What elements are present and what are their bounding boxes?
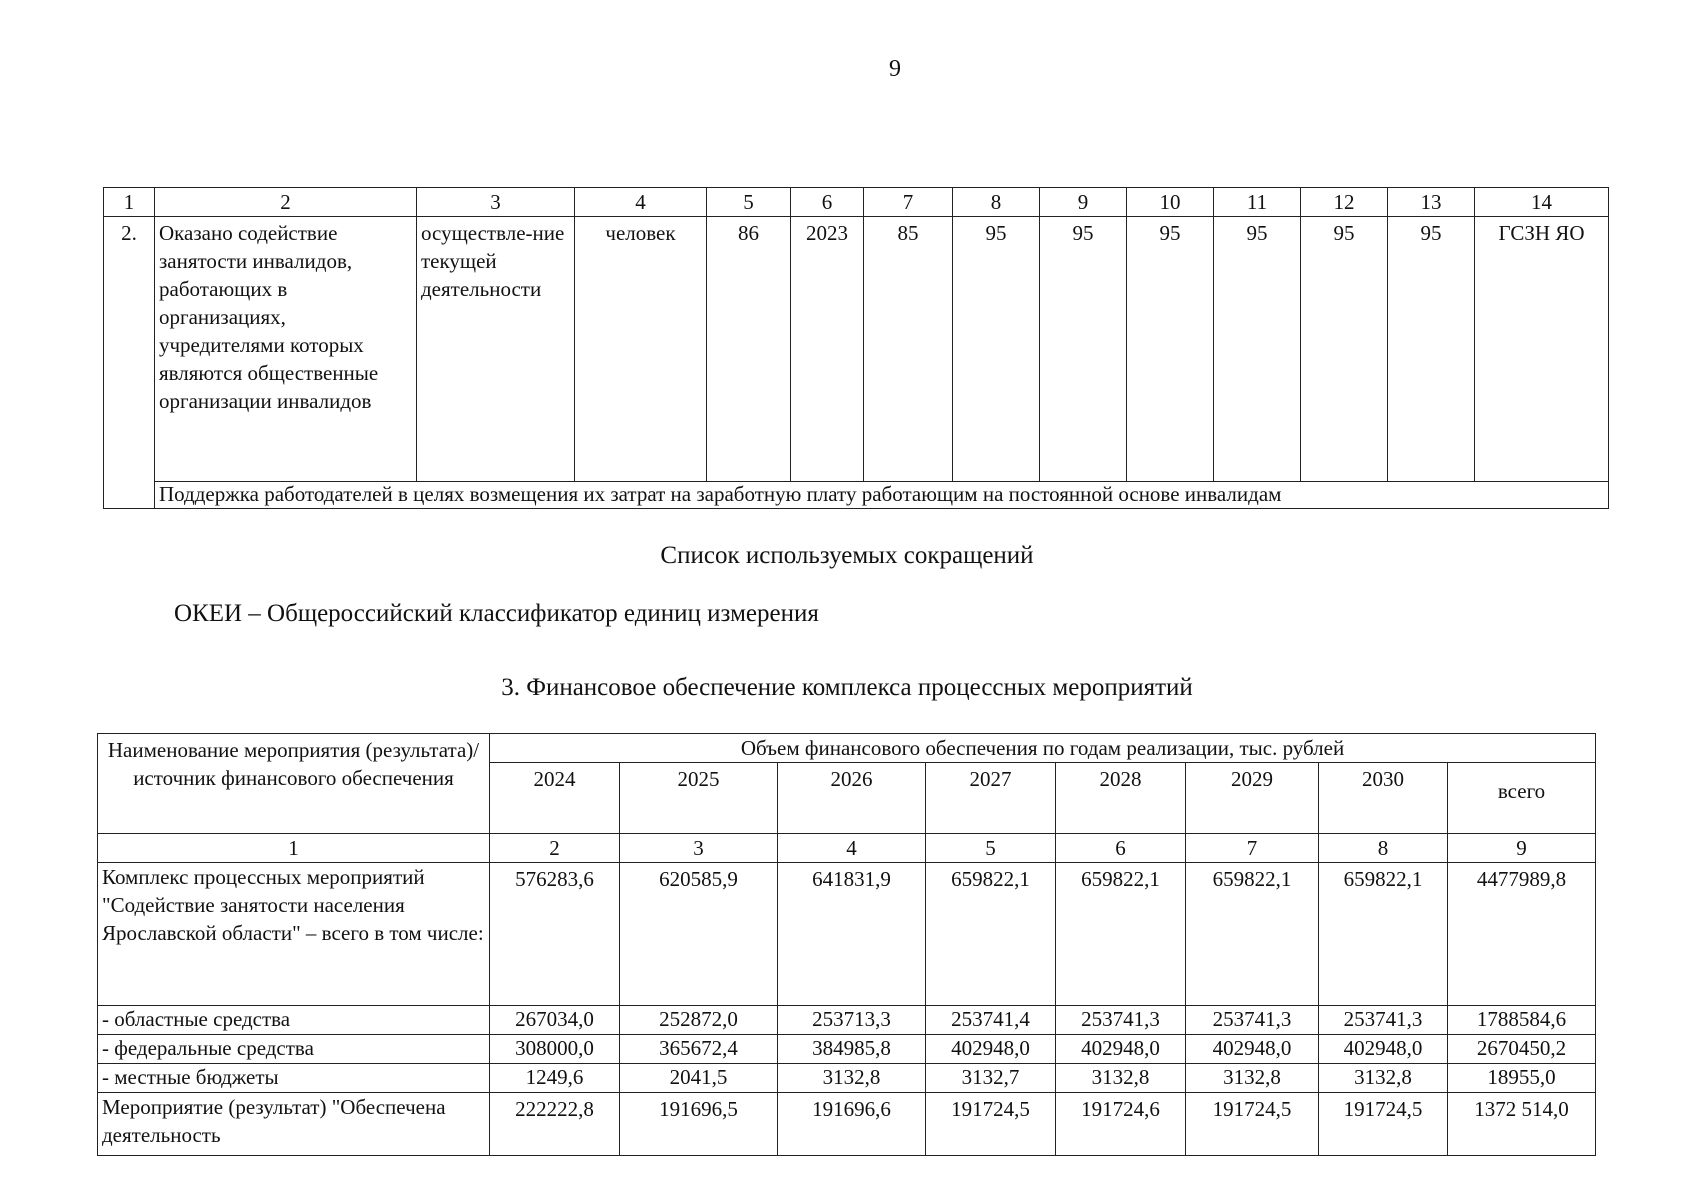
total-header: всего [1448,763,1596,834]
value-cell: 191724,5 [1319,1093,1448,1156]
value-cell: 576283,6 [490,863,620,1006]
table1-note: Поддержка работодателей в целях возмещения их затрат на заработную плату работающим на постоянной основе инвалидам [155,482,1609,509]
table1-header-cell: 8 [953,188,1040,217]
row-name: Комплекс процессных мероприятий "Содействие занятости населения Ярославской области" – всего в том числе: [98,863,490,1006]
table1-header-cell: 10 [1127,188,1214,217]
total-cell: 18955,0 [1448,1064,1596,1093]
indicator-type: осуществле-ние текущей деятельности [417,217,575,482]
value-cell: 95 [953,217,1040,482]
table2-row [98,863,1596,1006]
year-header: 2025 [620,763,778,834]
value-cell: 191696,6 [778,1093,926,1156]
row-number: 2. [104,217,155,509]
column-number: 6 [1056,834,1186,863]
table1-header-cell: 14 [1475,188,1609,217]
year-header: 2024 [490,763,620,834]
value-cell: 222222,8 [490,1093,620,1156]
value-cell: 659822,1 [1319,863,1448,1006]
value-cell: 641831,9 [778,863,926,1006]
value-cell: 1249,6 [490,1064,620,1093]
value-cell: 95 [1127,217,1214,482]
column-number: 9 [1448,834,1596,863]
value-cell: 384985,8 [778,1035,926,1064]
table1-header-cell: 2 [155,188,417,217]
total-cell: 4477989,8 [1448,863,1596,1006]
year-header: 2027 [926,763,1056,834]
value-cell: 95 [1040,217,1127,482]
value-cell: 402948,0 [1319,1035,1448,1064]
column-number: 7 [1186,834,1319,863]
column-number: 4 [778,834,926,863]
value-cell: 659822,1 [1186,863,1319,1006]
value-cell: 191724,5 [926,1093,1056,1156]
base-value: 86 [707,217,791,482]
value-cell: 253741,3 [1186,1006,1319,1035]
table1-row [104,217,1609,482]
page-number: 9 [889,56,901,82]
row-name: - областные средства [98,1006,490,1035]
table1-header-cell: 7 [864,188,953,217]
year-header: 2029 [1186,763,1319,834]
value-cell: 659822,1 [1056,863,1186,1006]
value-cell: 253741,3 [1319,1006,1448,1035]
table1-header-cell: 9 [1040,188,1127,217]
total-cell: 1788584,6 [1448,1006,1596,1035]
table1-header-cell: 11 [1214,188,1301,217]
value-cell: 659822,1 [926,863,1056,1006]
value-cell: 402948,0 [926,1035,1056,1064]
value-cell: 253741,4 [926,1006,1056,1035]
row-name: - местные бюджеты [98,1064,490,1093]
column-number: 8 [1319,834,1448,863]
value-cell: 402948,0 [1186,1035,1319,1064]
value-cell: 85 [864,217,953,482]
table2-row [98,1093,1596,1156]
column-number: 5 [926,834,1056,863]
value-cell: 402948,0 [1056,1035,1186,1064]
total-cell: 2670450,2 [1448,1035,1596,1064]
table2-row [98,1035,1596,1064]
year-header: 2030 [1319,763,1448,834]
value-cell: 308000,0 [490,1035,620,1064]
table1-note-row [104,482,1609,509]
value-cell: 95 [1301,217,1388,482]
value-cell: 95 [1388,217,1475,482]
column-number: 3 [620,834,778,863]
indicators-table [103,187,1609,509]
responsible: ГСЗН ЯО [1475,217,1609,482]
value-cell: 253713,3 [778,1006,926,1035]
value-cell: 3132,7 [926,1064,1056,1093]
unit: человек [575,217,707,482]
table1-header-cell: 3 [417,188,575,217]
column-number: 1 [98,834,490,863]
value-cell: 3132,8 [778,1064,926,1093]
name-column-header: Наименование мероприятия (результата)/ источник финансового обеспечения [98,734,490,834]
year-header: 2028 [1056,763,1186,834]
value-cell: 191724,6 [1056,1093,1186,1156]
value-cell: 2041,5 [620,1064,778,1093]
abbreviations-title: Список используемых сокращений [660,542,1034,569]
value-cell: 620585,9 [620,863,778,1006]
row-name: - федеральные средства [98,1035,490,1064]
table2-row [98,1064,1596,1093]
table2-header-row [98,734,1596,763]
table2-row [98,1006,1596,1035]
row-name: Мероприятие (результат) "Обеспечена деятельность [98,1093,490,1156]
column-number: 2 [490,834,620,863]
value-cell: 95 [1214,217,1301,482]
table2-number-row [98,834,1596,863]
value-cell: 3132,8 [1056,1064,1186,1093]
abbreviation-okei: ОКЕИ – Общероссийский классификатор единиц измерения [174,600,819,627]
value-cell: 3132,8 [1186,1064,1319,1093]
base-year: 2023 [791,217,864,482]
table1-header-cell: 6 [791,188,864,217]
volume-group-header: Объем финансового обеспечения по годам реализации, тыс. рублей [490,734,1596,763]
table1-header-cell: 1 [104,188,155,217]
value-cell: 252872,0 [620,1006,778,1035]
year-header: 2026 [778,763,926,834]
section-title: 3. Финансовое обеспечение комплекса процессных мероприятий [501,674,1193,701]
total-cell: 1372 514,0 [1448,1093,1596,1156]
table1-header-row [104,188,1609,217]
value-cell: 267034,0 [490,1006,620,1035]
table1-header-cell: 12 [1301,188,1388,217]
financing-table [97,733,1596,1156]
value-cell: 253741,3 [1056,1006,1186,1035]
table1-header-cell: 4 [575,188,707,217]
table1-header-cell: 5 [707,188,791,217]
value-cell: 3132,8 [1319,1064,1448,1093]
table1-header-cell: 13 [1388,188,1475,217]
value-cell: 365672,4 [620,1035,778,1064]
indicator-name: Оказано содействие занятости инвалидов, работающих в организациях, учредителями которых являются общественные организации инвалидов [155,217,417,482]
value-cell: 191724,5 [1186,1093,1319,1156]
value-cell: 191696,5 [620,1093,778,1156]
